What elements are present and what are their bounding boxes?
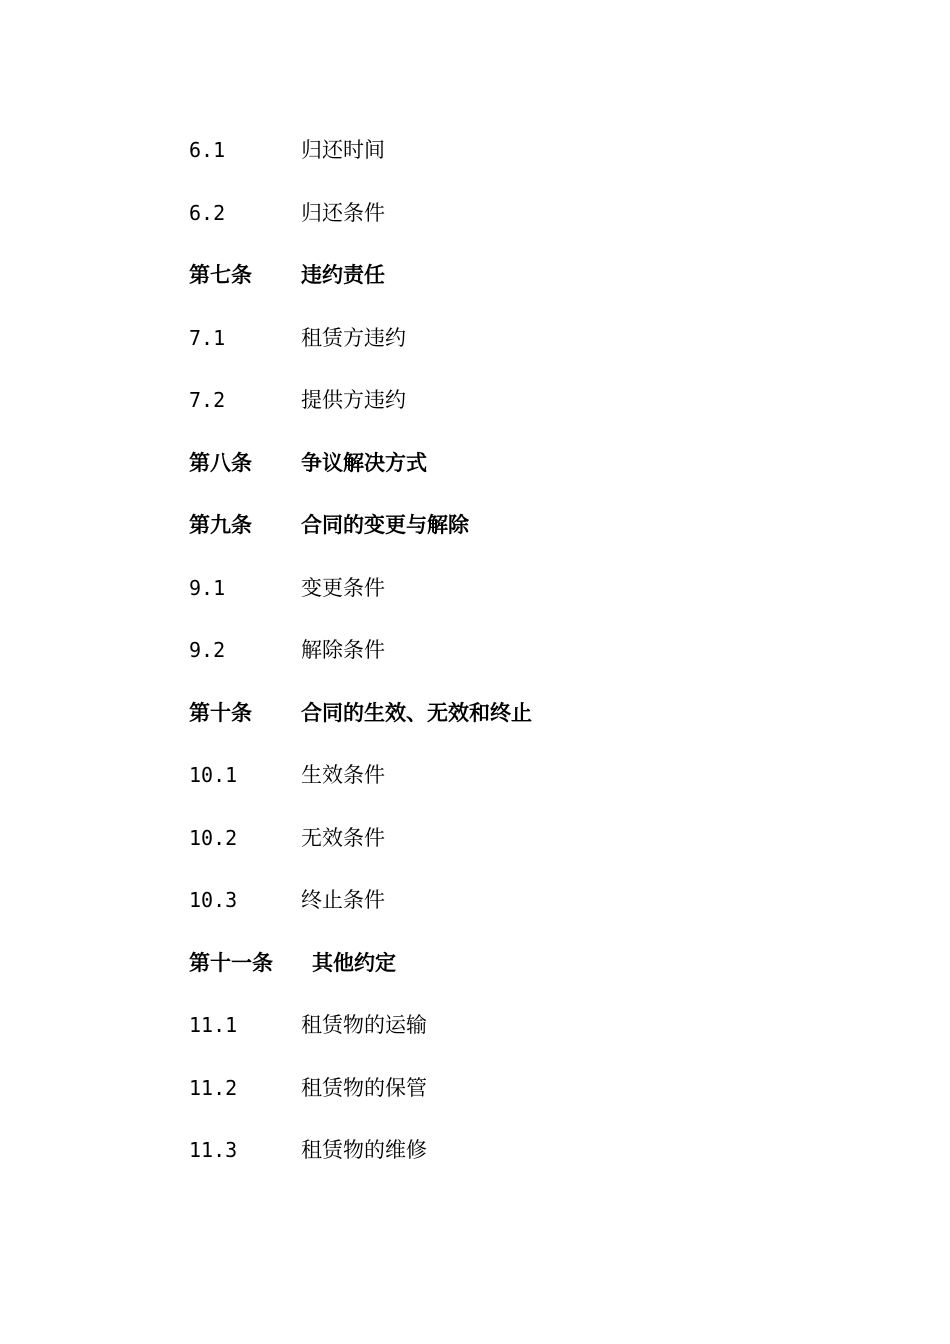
clause-number: 10.2 [189, 826, 238, 850]
clause-title: 归还时间 [301, 138, 385, 162]
clause-number: 10.1 [189, 763, 238, 787]
clause-title: 租赁物的保管 [301, 1076, 427, 1100]
article-title: 违约责任 [301, 263, 385, 287]
clause-number: 6.1 [189, 138, 226, 162]
article-title: 合同的变更与解除 [301, 513, 469, 537]
clause-number: 7.1 [189, 326, 226, 350]
clause-number: 9.2 [189, 638, 226, 662]
clause-title: 终止条件 [301, 888, 385, 912]
clause-title: 无效条件 [301, 826, 385, 850]
article-number: 第七条 [189, 263, 252, 287]
clause-number: 10.3 [189, 888, 238, 912]
clause-title: 解除条件 [301, 638, 385, 662]
article-number: 第八条 [189, 451, 252, 475]
clause-number: 11.3 [189, 1138, 238, 1162]
clause-number: 9.1 [189, 576, 226, 600]
clause-title: 提供方违约 [301, 388, 406, 412]
clause-number: 6.2 [189, 201, 226, 225]
clause-number: 11.1 [189, 1013, 238, 1037]
article-number: 第十条 [189, 701, 252, 725]
clause-number: 11.2 [189, 1076, 238, 1100]
article-title: 争议解决方式 [301, 451, 427, 475]
article-title: 其他约定 [312, 951, 396, 975]
clause-title: 生效条件 [301, 763, 385, 787]
clause-title: 变更条件 [301, 576, 385, 600]
clause-title: 归还条件 [301, 201, 385, 225]
clause-title: 租赁物的运输 [301, 1013, 427, 1037]
clause-title: 租赁物的维修 [301, 1138, 427, 1162]
clause-number: 7.2 [189, 388, 226, 412]
clause-title: 租赁方违约 [301, 326, 406, 350]
article-number: 第十一条 [189, 951, 273, 975]
article-title: 合同的生效、无效和终止 [301, 701, 532, 725]
article-number: 第九条 [189, 513, 252, 537]
